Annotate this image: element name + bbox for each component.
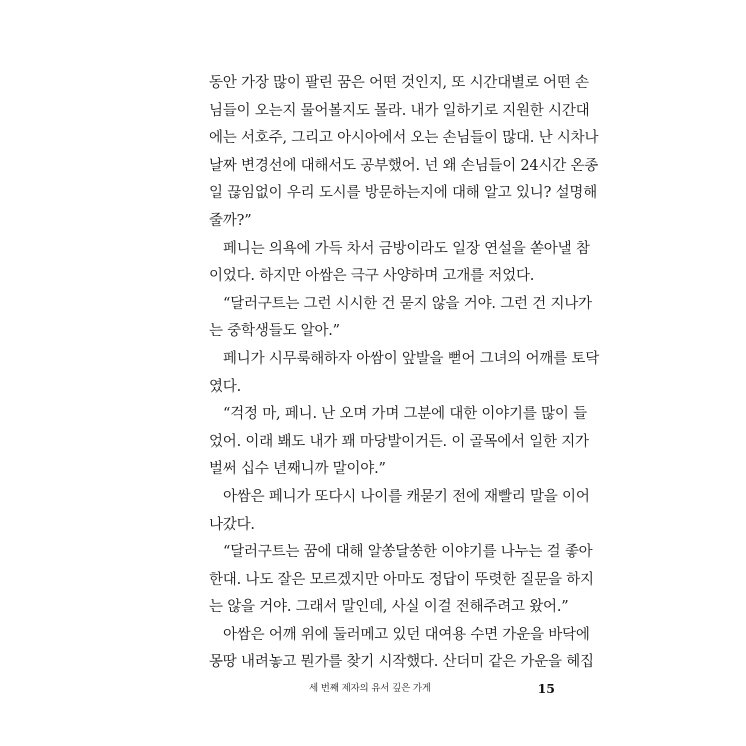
text-line: 일 끊임없이 우리 도시를 방문하는지에 대해 알고 있니? 설명해 — [209, 185, 598, 202]
text-line: 였다. — [209, 378, 242, 395]
text-line: 나갔다. — [209, 516, 255, 533]
text-line: “달러구트는 그런 시시한 건 묻지 않을 거야. 그런 건 지나가 — [223, 295, 592, 312]
text-line: 페니는 의욕에 가득 차서 금방이라도 일장 연설을 쏟아낼 참 — [223, 240, 590, 257]
text-line: 몽땅 내려놓고 뭔가를 찾기 시작했다. 산더미 같은 가운을 헤집 — [209, 654, 594, 671]
text-line: “걱정 마, 페니. 난 오며 가며 그분에 대한 이야기를 많이 들 — [223, 406, 587, 423]
text-line: 한대. 나도 잘은 모르겠지만 아마도 정답이 뚜렷한 질문을 하지 — [209, 571, 594, 588]
text-line: 아쌈은 페니가 또다시 나이를 캐묻기 전에 재빨리 말을 이어 — [223, 488, 590, 505]
text-line: 님들이 오는지 물어볼지도 몰라. 내가 일하기로 지원한 시간대 — [209, 102, 590, 119]
text-line: 동안 가장 많이 팔린 꿈은 어떤 것인지, 또 시간대별로 어떤 손 — [209, 75, 589, 91]
text-line: 아쌈은 어깨 위에 둘러메고 있던 대여용 수면 가운을 바닥에 — [223, 626, 590, 643]
body-text — [209, 70, 600, 677]
text-line: 줄까?” — [209, 212, 252, 229]
text-line: 에는 서호주, 그리고 아시아에서 오는 손님들이 많대. 난 시차나 — [209, 130, 599, 147]
text-line: “달러구트는 꿈에 대해 알쏭달쏭한 이야기를 나누는 걸 좋아 — [223, 544, 593, 561]
page-footer — [209, 680, 557, 698]
text-line: 는 중학생들도 알아.” — [209, 323, 340, 340]
text-line: 는 않을 거야. 그래서 말인데, 사실 이걸 전해주려고 왔어.” — [209, 599, 569, 616]
text-line: 페니가 시무룩해하자 아쌈이 앞발을 뻗어 그녀의 어깨를 토닥 — [223, 350, 600, 367]
text-line: 이었다. 하지만 아쌈은 극구 사양하며 고개를 저었다. — [209, 268, 535, 285]
text-line: 었어. 이래 봬도 내가 꽤 마당발이거든. 이 골목에서 일한 지가 — [209, 433, 589, 450]
text-line: 날짜 변경선에 대해서도 공부했어. 넌 왜 손님들이 24시간 온종 — [209, 157, 599, 174]
text-line: 벌써 십수 년째니까 말이야.” — [209, 461, 386, 478]
page-number: 15 — [537, 681, 555, 696]
running-head: 세 번째 제자의 유서 깊은 가게 — [309, 683, 431, 694]
